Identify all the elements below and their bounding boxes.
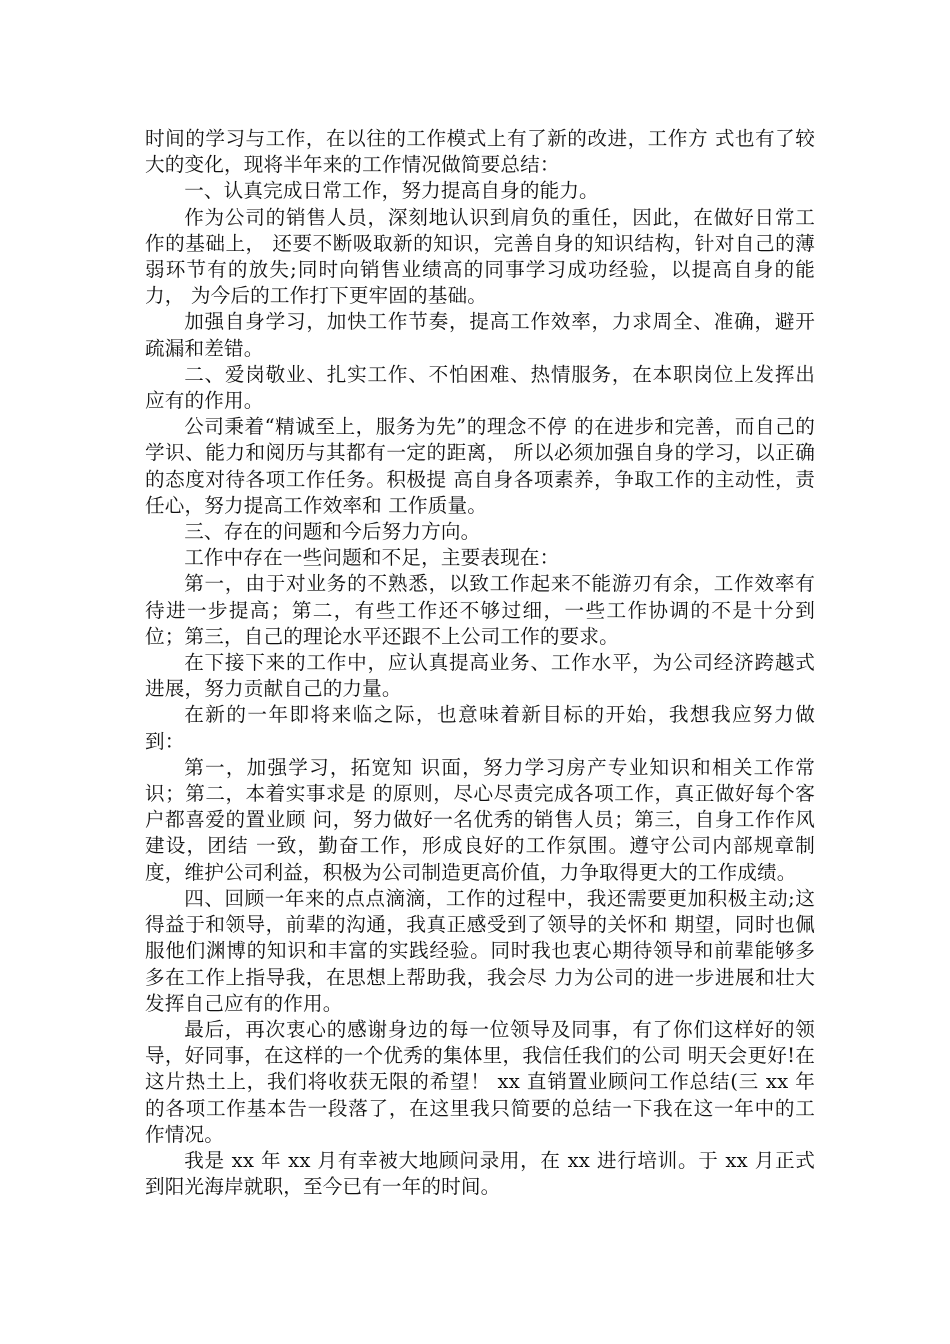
paragraph: 作为公司的销售人员，深刻地认识到肩负的重任，因此，在做好日常工作的基础上， 还要不断吸取新的知识，完善自身的知识结构，针对自己的薄弱环节有的放失;同时向销售业绩高的同事学习成功经验，以提高自身的能 力， 为今后的工作打下更牢固的基础。 (145, 205, 815, 308)
paragraph: 第一，由于对业务的不熟悉，以致工作起来不能游刃有余，工作效率有待进一步提高；第二，有些工作还不够过细，一些工作协调的不是十分到位；第三，自己的理论水平还跟不上公司工作的要求。 (145, 572, 815, 648)
paragraph: 我是 xx 年 xx 月有幸被大地顾问录用，在 xx 进行培训。于 xx 月正式到阳光海岸就职，至今已有一年的时间。 (145, 1148, 815, 1199)
section-heading: 四、回顾一年来的点点滴滴，工作的过程中，我还需要更加积极主动;这得益于和领导，前辈的沟通，我真正感受到了领导的关怀和 期望，同时也佩服他们渊博的知识和丰富的实践经验。同时我也衷心期待领导和前辈能够多多在工作上指导我，在思想上帮助我，我会尽 力为公司的进一步进展和壮大发挥自己应有的作用。 (145, 886, 815, 1015)
paragraph: 公司秉着“精诚至上，服务为先”的理念不停 的在进步和完善，而自己的学识、能力和阅历与其都有一定的距离， 所以必须加强自身的学习，以正确的态度对待各项工作任务。积极提 高自身各项素养，争取工作的主动性，责任心，努力提高工作效率和 工作质量。 (145, 415, 815, 517)
paragraph: 时间的学习与工作，在以往的工作模式上有了新的改进，工作方 式也有了较大的变化，现将半年来的工作情况做简要总结： (145, 127, 815, 177)
paragraph: 第一，加强学习，拓宽知 识面，努力学习房产专业知识和相关工作常识；第二，本着实事求是 的原则，尽心尽责完成各项工作，真正做好每个客户都喜爱的置业顾 问，努力做好一名优秀的销售人员；第三，自身工作作风建设，团结 一致，勤奋工作，形成良好的工作氛围。遵守公司内部规章制度，维护公司利益，积极为公司制造更高价值，力争取得更大的工作成绩。 (145, 755, 815, 884)
section-heading: 一、认真完成日常工作，努力提高自身的能力。 (184, 179, 599, 203)
paragraph: 最后，再次衷心的感谢身边的每一位领导及同事，有了你们这样好的领导，好同事，在这样的一个优秀的集体里，我信任我们的公司 明天会更好!在这片热土上，我们将收获无限的希望！ xx 直销置业顾问工作总结(三 xx 年的各项工作基本告一段落了，在这里我只简要的总结一下我在这一年中的工作情况。 (145, 1017, 815, 1146)
paragraph: 工作中存在一些问题和不足，主要表现在： (184, 546, 560, 570)
document-body (145, 126, 815, 1200)
paragraph: 在下接下来的工作中，应认真提高业务、工作水平，为公司经济跨越式进展，努力贡献自己的力量。 (145, 651, 815, 701)
section-heading: 二、爱岗敬业、扎实工作、不怕困难、热情服务，在本职岗位上发挥出应有的作用。 (145, 362, 815, 413)
paragraph: 加强自身学习，加快工作节奏，提高工作效率，力求周全、准确，避开疏漏和差错。 (145, 310, 815, 360)
paragraph: 在新的一年即将来临之际，也意味着新目标的开始，我想我应努力做到： (145, 703, 815, 753)
section-heading: 三、存在的问题和今后努力方向。 (184, 520, 481, 544)
